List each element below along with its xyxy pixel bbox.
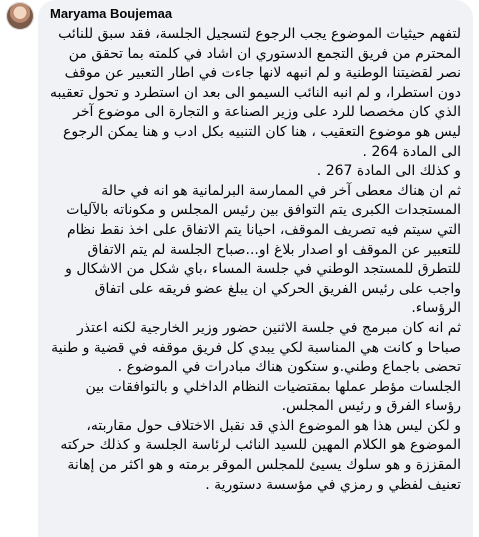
avatar[interactable] — [6, 2, 34, 30]
comment-paragraph: و كذلك الى المادة 267 . — [316, 163, 461, 180]
comment-paragraph: ثم ان هناك معطى آخر في الممارسة البرلمانية هو انه في حالة المستجدات الكبرى يتم التوافق بين رئيس المجلس و مكوناته بالآليات التي سيتم فيه تصريف الموقف، احيانا يتم الاتفاق على اخذ نقط نظام للتعبير عن الموقف او اصدار بلاغ او...صباح الجلسة لم يتم الاتفاق للتطرق للمستجد الوطني في جلسة المساء ،باي شكل من الاشكال و واجب على رئيس الفريق الحركي ان يبلغ عضو فريقه على اتفاق الرؤساء. — [65, 182, 461, 317]
comment-author[interactable]: Maryama Boujemaa — [50, 6, 173, 21]
comment-bubble — [38, 0, 473, 537]
comment-body — [50, 25, 461, 495]
comment-paragraph: لتفهم حيثيات الموضوع يجب الرجوع لتسجيل الجلسة، فقد سبق للنائب المحترم من فريق التجمع الدستوري ان اشاد في كلمته بما تحقق من نصر لقضيتنا الوطنية و لم انبهه لانها جاءت في اطار التعبير عن موقف دون استطرا، و لم انبه النائب السيمو الى بعد ان استطرد و تحول تعقيبه الذي كان مخصصا للرد على وزير الصناعة و التجارة الى موضوع آخر ليس هو موضوع التعقيب ، هنا كان التنبيه بكل ادب و هنا يمكن الرجوع الى المادة 264 . — [49, 26, 461, 160]
comment-paragraph: و لكن ليس هذا هو الموضوع الذي قد نقبل الاختلاف حول مقاربته، الموضوع هو الكلام المهين للسيد النائب لرئاسة الجلسة و كذلك حركته المقززة و هو سلوك يسيئ للمجلس الموقر برمته و هو اكثر من إهانة تعنيف لفظي و رمزي في مؤسسة دستورية . — [60, 417, 461, 493]
comment-paragraph: ثم انه كان مبرمج في جلسة الاثنين حضور وزير الخارجية لكنه اعتذر صباحا و كانت هي المناسبة لكي يبدي كل فريق موقفه في قضية و طنية تحضى باجماع وطني.و ستكون هناك مبادرات في الموضوع . — [51, 319, 461, 376]
comment-paragraph: الجلسات مؤطر عملها بمقتضيات النظام الداخلي و بالتوافقات بين رؤساء الفرق و رئيس المجلس. — [85, 378, 461, 415]
